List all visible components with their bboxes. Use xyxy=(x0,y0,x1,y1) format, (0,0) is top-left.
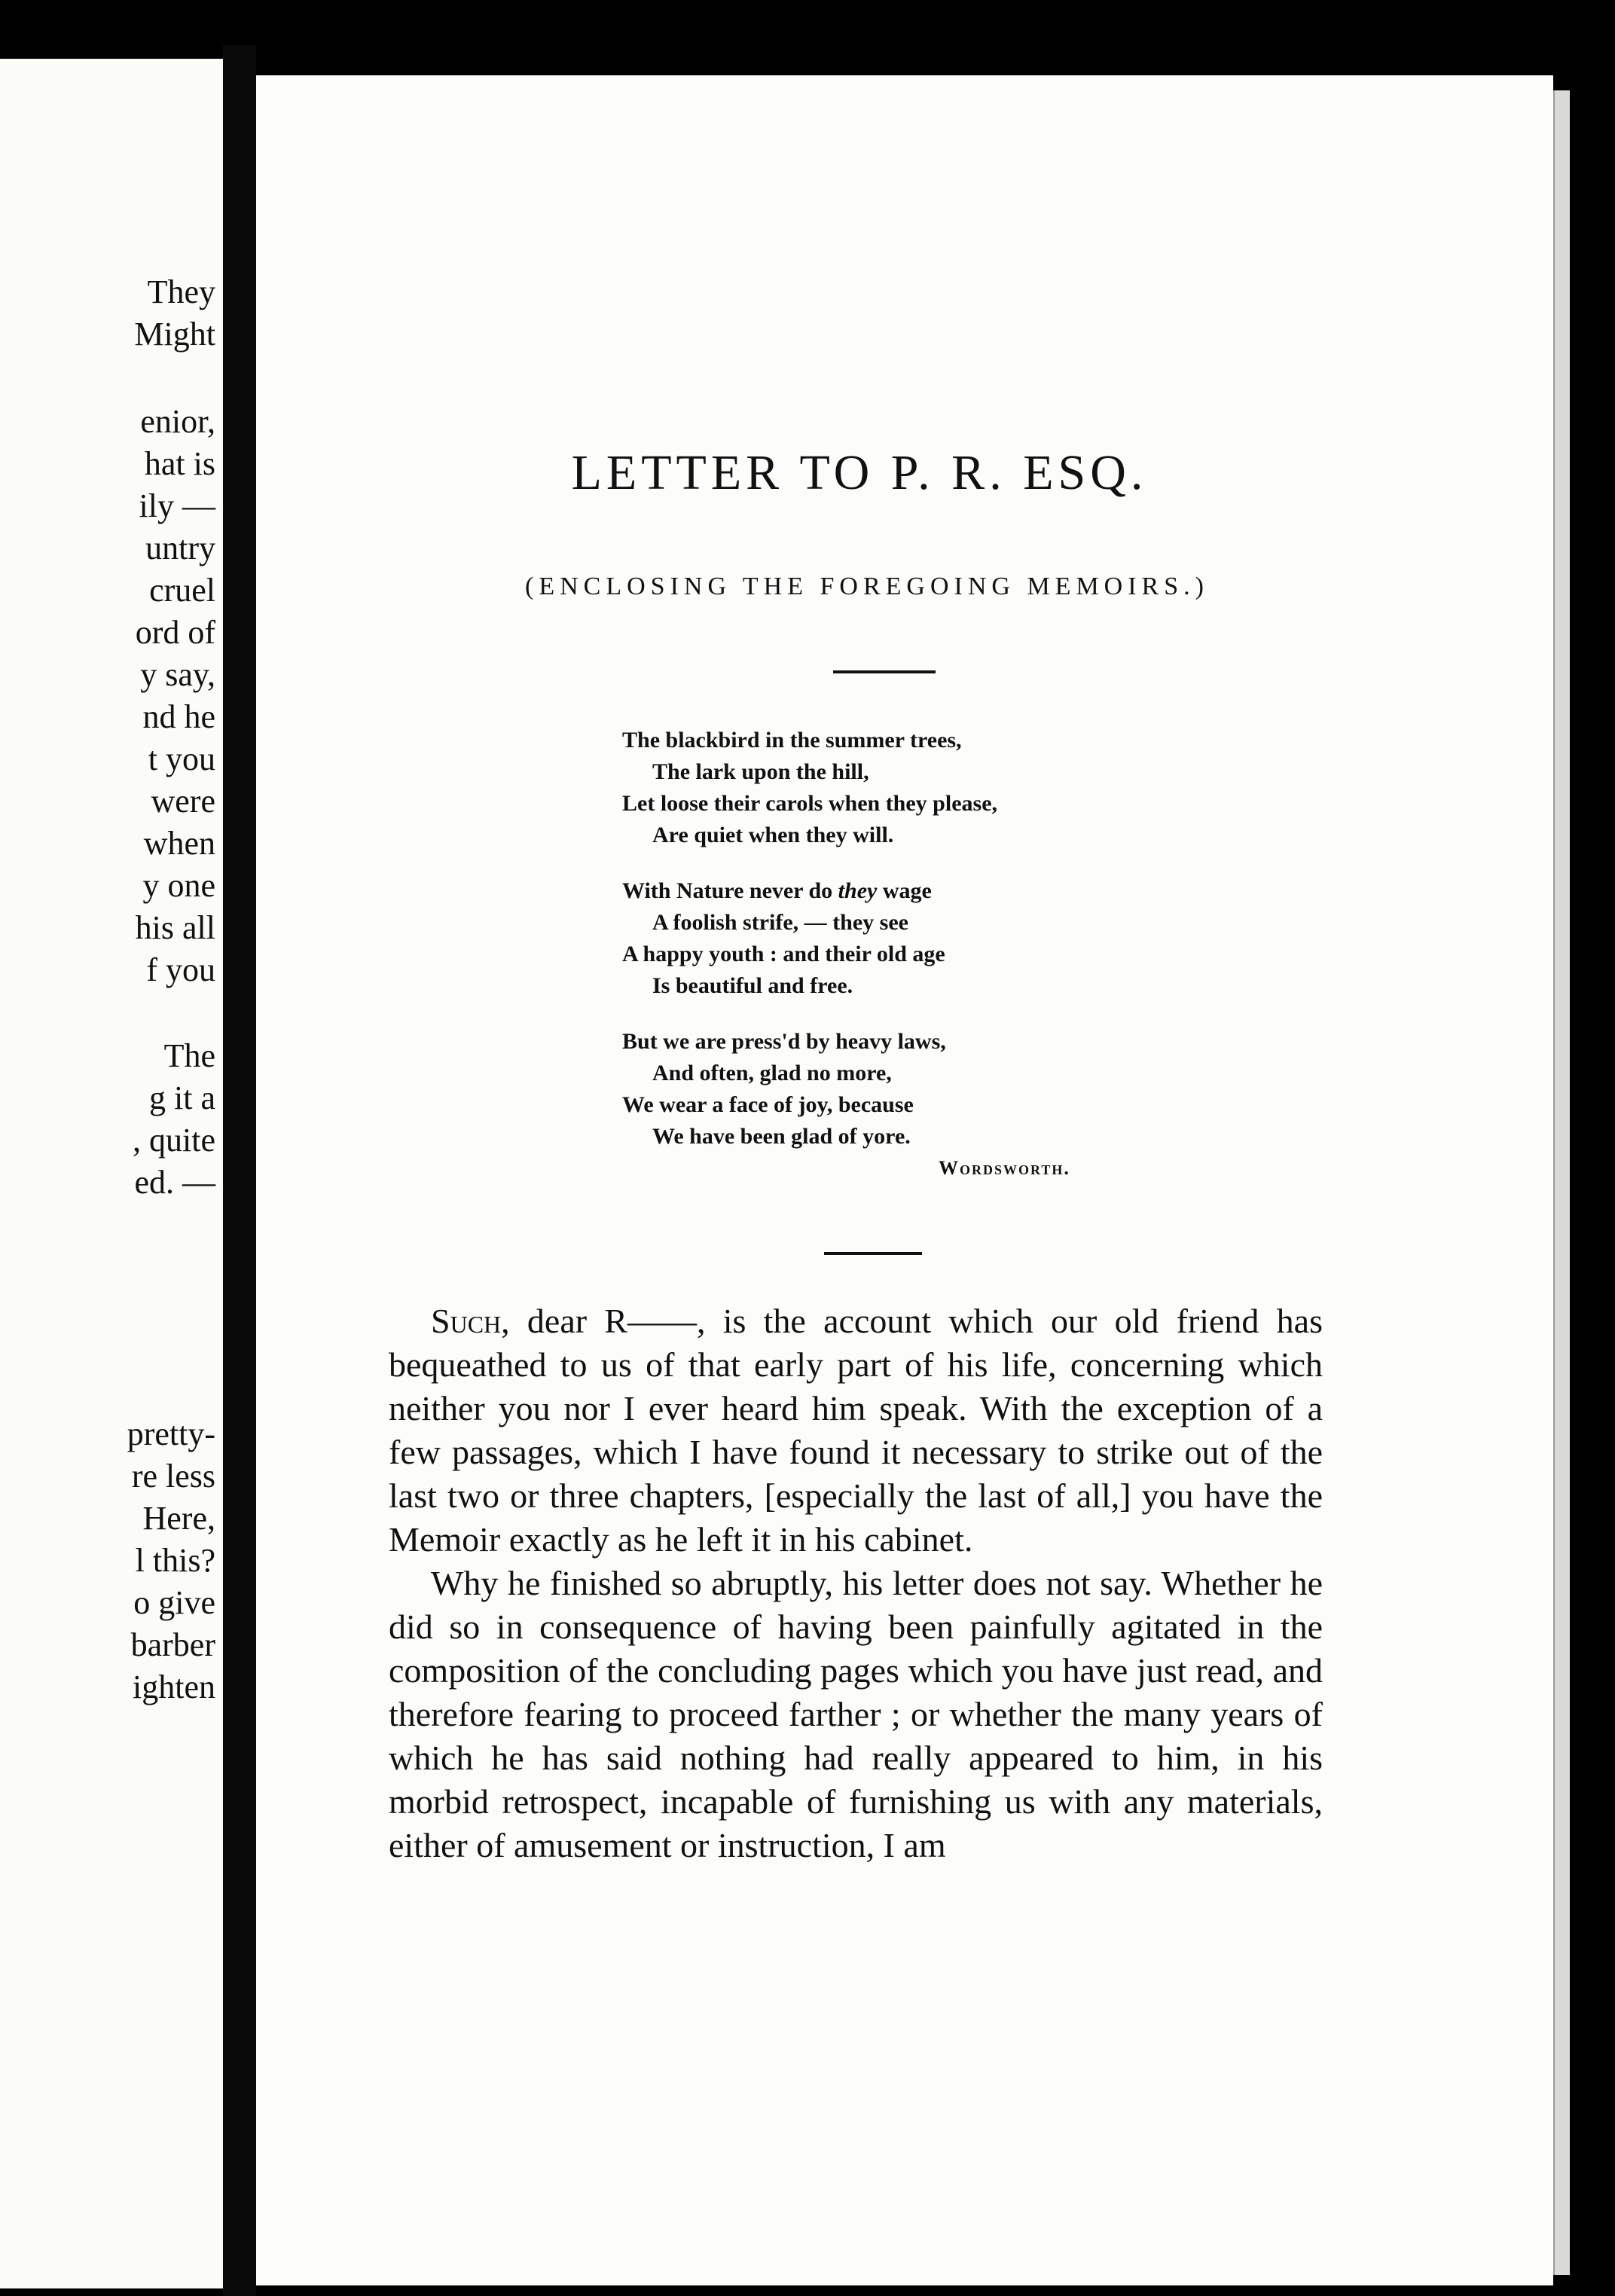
divider-rule-bottom xyxy=(824,1252,922,1255)
poem-line: The lark upon the hill, xyxy=(652,759,869,784)
page-title-text: LETTER TO P. R. ESQ. xyxy=(571,445,1148,500)
poem-line: We wear a face of joy, because xyxy=(622,1092,914,1117)
poem-attribution: Wordsworth. xyxy=(939,1157,1070,1179)
facing-page-line-fragment: ighten xyxy=(133,1669,215,1705)
poem-line: Are quiet when they will. xyxy=(652,823,894,847)
poem-line: The blackbird in the summer trees, xyxy=(622,728,962,753)
facing-page-line-fragment: pretty- xyxy=(127,1415,215,1452)
poem-line-part: wage xyxy=(877,878,932,903)
poem-stanza-3 xyxy=(622,1026,1149,1153)
facing-page-line-fragment: his all xyxy=(135,909,215,946)
facing-page-line-fragment: cruel xyxy=(149,572,215,609)
poem-line: But we are press'd by heavy laws, xyxy=(622,1029,946,1054)
facing-page-line-fragment: y one xyxy=(142,867,215,904)
facing-page-line-fragment: untry xyxy=(145,530,215,566)
divider-rule-top xyxy=(833,670,936,673)
poem-line: A happy youth : and their old age xyxy=(622,942,945,966)
poem-line: We have been glad of yore. xyxy=(652,1124,911,1149)
paragraph-text: dear R——, is the account which our old friend has bequeathed to us of that early part of his life, concerning which neither you nor I ever heard him speak. With the exception of a few passages, which I have found it necessary to strike out of the last two or three chapters, [especially the last of all,] you have the Memoir exactly as he left it in his cabinet. xyxy=(389,1302,1323,1559)
facing-page-line-fragment: nd he xyxy=(142,698,215,735)
facing-page-line-fragment: f you xyxy=(146,951,215,988)
facing-page-line-fragment: l this? xyxy=(135,1542,215,1579)
facing-page-fragment xyxy=(0,59,223,2288)
facing-page-line-fragment: were xyxy=(151,783,215,820)
poem-line xyxy=(622,875,1149,907)
book-page xyxy=(256,75,1553,2285)
body-paragraph-1 xyxy=(389,1299,1323,1562)
facing-page-line-fragment: re less xyxy=(131,1458,215,1495)
book-gutter xyxy=(223,45,256,2296)
paragraph-lead-word: Such, xyxy=(431,1302,510,1340)
facing-page-line-fragment: when xyxy=(143,825,215,862)
facing-page-line-fragment: enior, xyxy=(140,403,215,440)
poem-line-part: With Nature never do xyxy=(622,878,838,903)
epigraph-poem xyxy=(622,725,1149,1177)
facing-page-line-fragment: The xyxy=(163,1037,215,1074)
body-paragraph-2: Why he finished so abruptly, his letter does not say. Whether he did so in consequence of having been painfully agitated in the composition of the concluding pages which you have just read, and therefore fearing to proceed farther ; or whether the many years of which he has said nothing had really appeared to him, in his morbid retrospect, incapable of furnishing us with any materials, either of amusement or instruction, I am xyxy=(389,1564,1323,1864)
facing-page-line-fragment: , quite xyxy=(133,1122,215,1159)
facing-page-line-fragment: o give xyxy=(133,1584,215,1621)
poem-line: Is beautiful and free. xyxy=(652,973,853,998)
facing-page-line-fragment: hat is xyxy=(144,445,215,482)
facing-page-line-fragment: g it a xyxy=(149,1079,215,1116)
page-edge xyxy=(1553,90,1570,2275)
page-subtitle-text: (ENCLOSING THE FOREGOING MEMOIRS.) xyxy=(525,572,1209,600)
letter-body xyxy=(389,1299,1323,1867)
facing-page-line-fragment: ord of xyxy=(135,614,215,651)
facing-page-line-fragment: They xyxy=(147,273,215,310)
poem-emphasis: they xyxy=(838,878,878,903)
poem-stanza-2 xyxy=(622,875,1149,1002)
poem-stanza-1 xyxy=(622,725,1149,851)
poem-line: A foolish strife, — they see xyxy=(652,910,908,935)
facing-page-line-fragment: barber xyxy=(130,1626,215,1663)
facing-page-line-fragment: t you xyxy=(148,740,215,777)
poem-line: And often, glad no more, xyxy=(652,1061,892,1085)
facing-page-line-fragment: Here, xyxy=(142,1500,215,1537)
page-title xyxy=(0,444,1553,502)
facing-page-line-fragment: y say, xyxy=(140,656,215,693)
page-subtitle xyxy=(0,572,1553,601)
facing-page-line-fragment: Might xyxy=(134,316,215,353)
poem-line: Let loose their carols when they please, xyxy=(622,791,998,816)
facing-page-line-fragment: ily — xyxy=(139,487,215,524)
facing-page-line-fragment: ed. — xyxy=(134,1164,215,1201)
